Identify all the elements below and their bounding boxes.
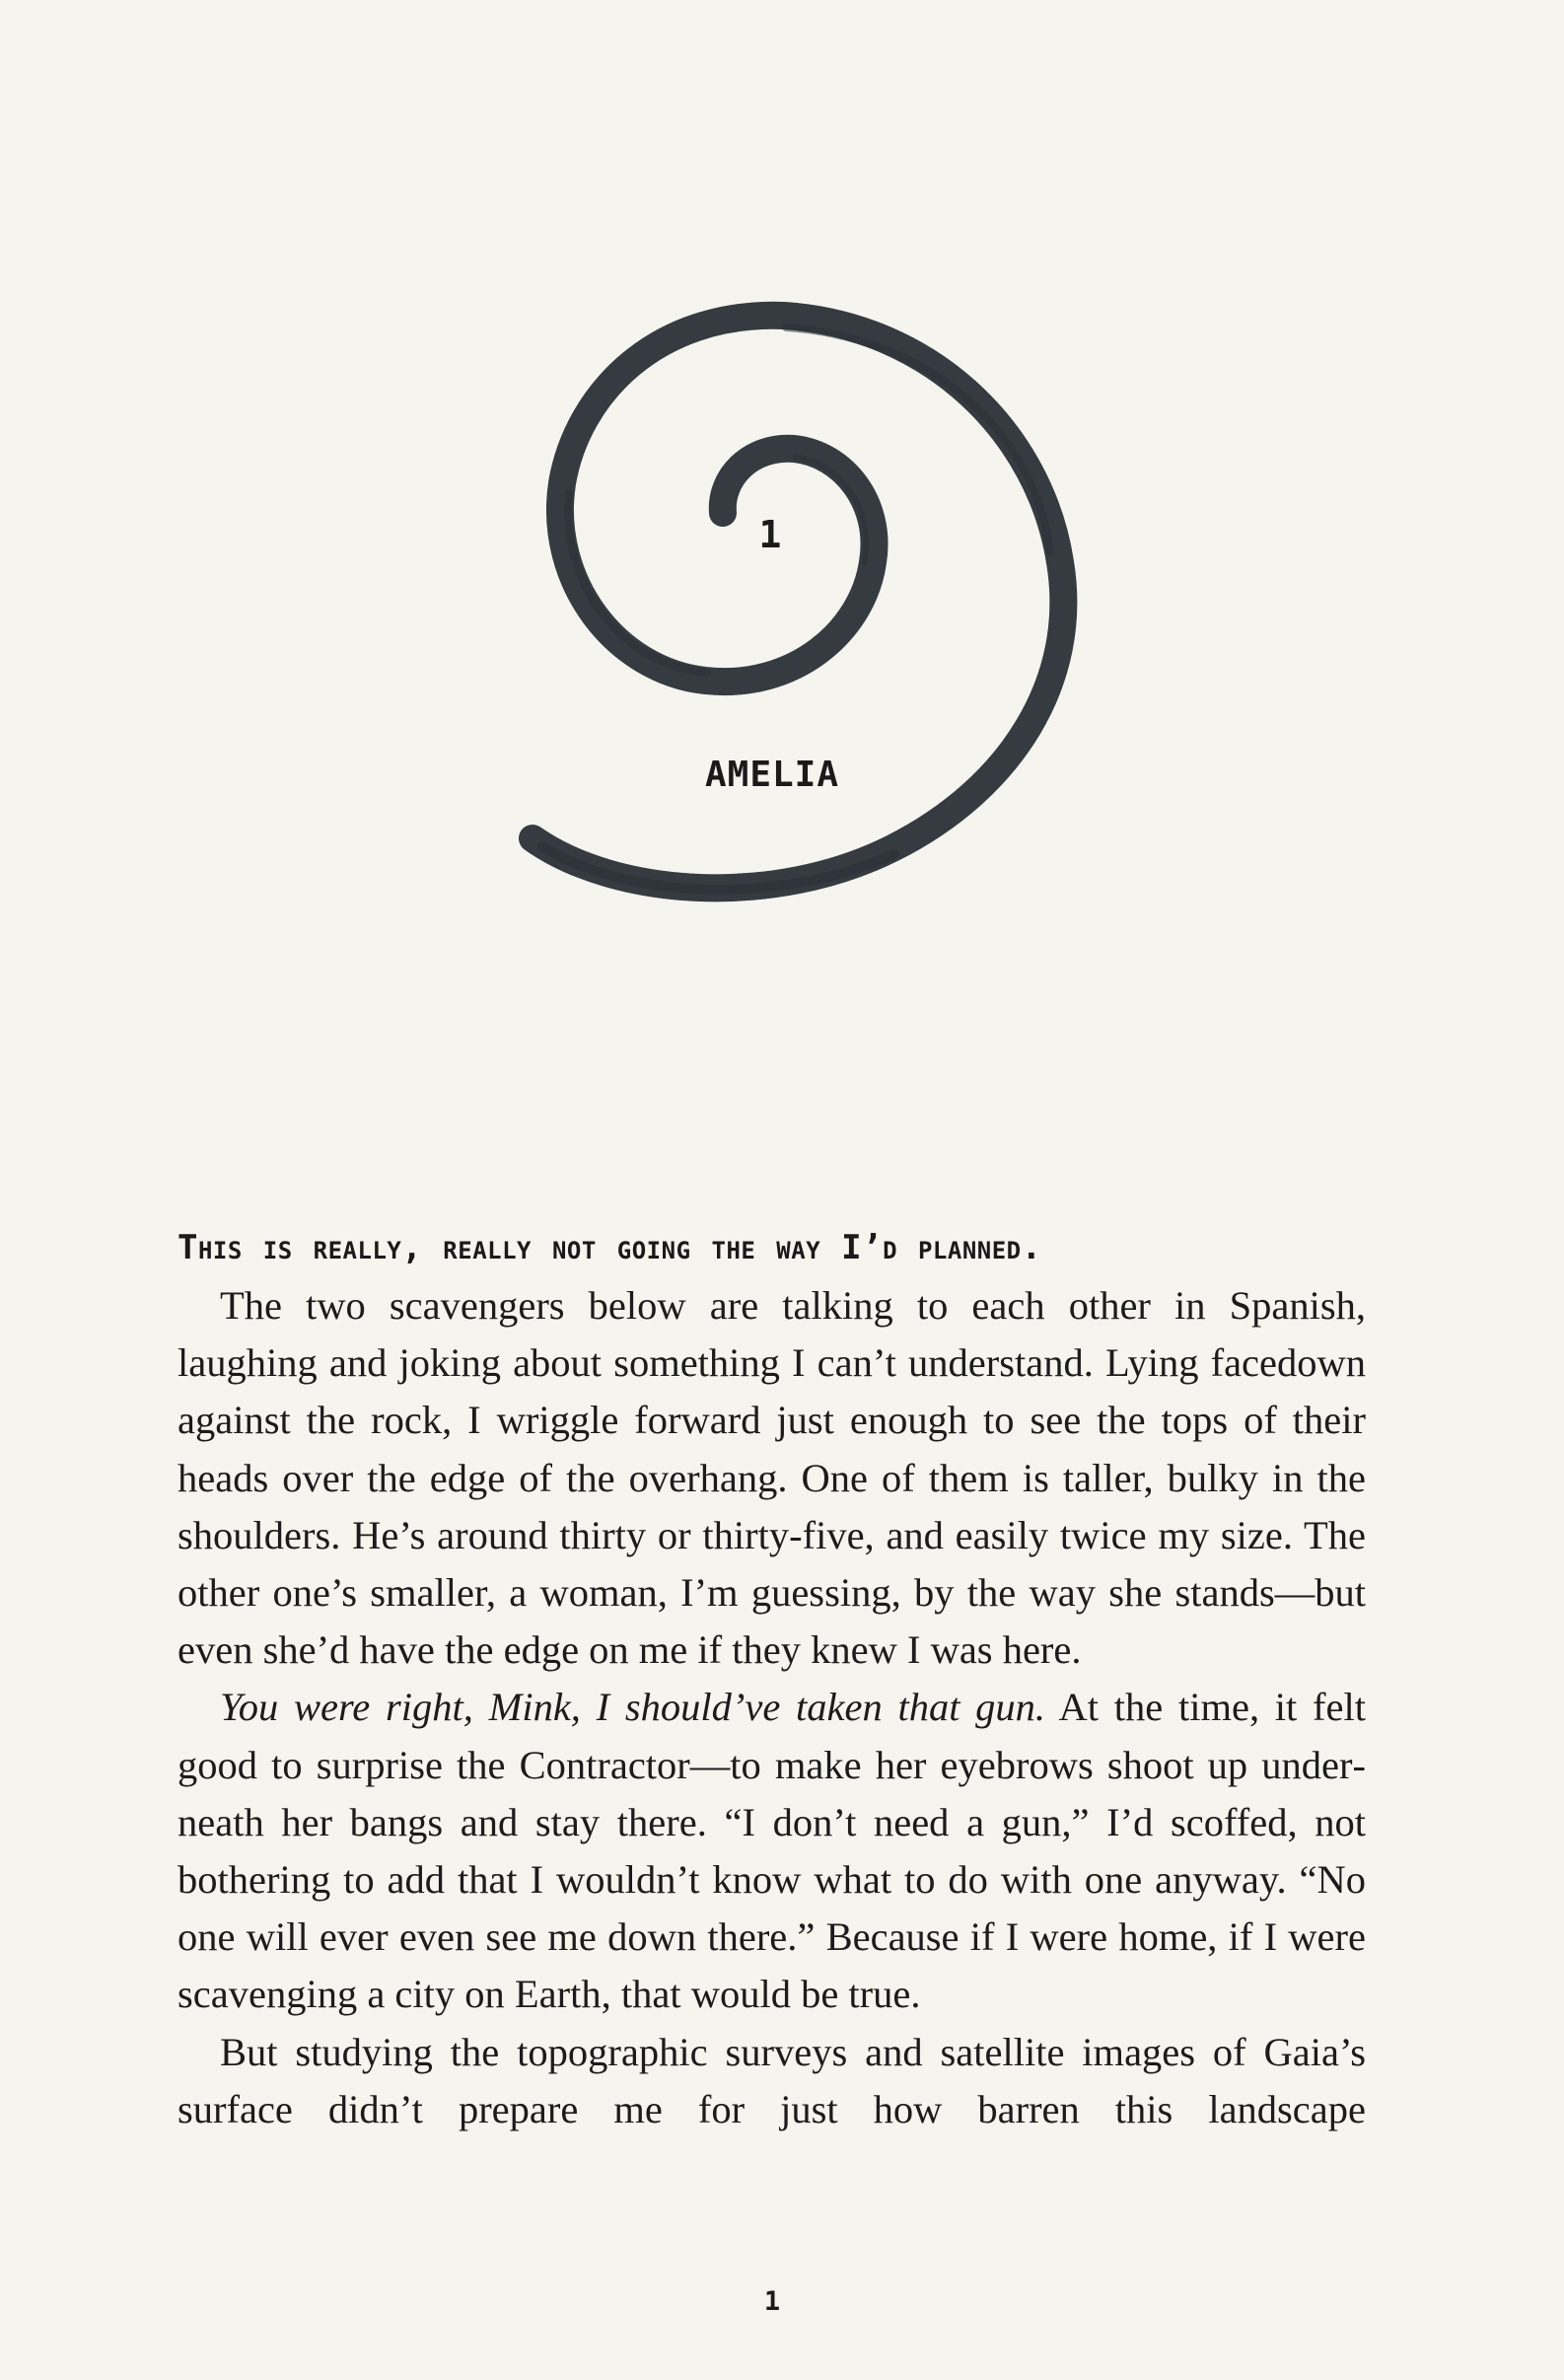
page-number: 1 [763, 2286, 781, 2317]
paragraph-2-italic: You were right, Mink, I should’ve taken that gun. [220, 1685, 1046, 1730]
spiral-brushstroke-icon [498, 266, 1119, 957]
chapter-title: AMELIA [704, 755, 840, 795]
chapter-text [178, 1218, 1366, 2138]
paragraph-3: But studying the topographic surveys and satellite images of Gaia’s surface didn’t prepare me for just how barren this landscape [178, 2029, 1366, 2131]
opening-line-text: This is really, really not going the way I’d planned. [178, 1228, 1042, 1267]
chapter-number: 1 [758, 513, 782, 556]
paragraph-2 [178, 1679, 1366, 2023]
paragraph-1: The two scavengers below are talking to each other in Spanish, laughing and joking about something I can’t understand. Lying facedown against the rock, I wriggle forward just enough to see the tops of their heads over the edge of the overhang. One of them is taller, bulky in the shoulders. He’s around thirty or thirty-five, and easily twice my size. The other one’s smaller, a woman, I’m guessing, by the way she stands—but even she’d have the edge on me if they knew I was here. [178, 1283, 1366, 1673]
paragraph-2-rest: At the time, it felt good to surprise the Contractor—to make her eyebrows shoot up underneath her bangs and stay there. “I don’t need a gun,” I’d scoffed, not bothering to add that I wouldn’t know what to do with one anyway. “No one will ever even see me down there.” Because if I were home, if I were scavenging a city on Earth, that would be true. [178, 1685, 1366, 2017]
chapter-emblem [498, 266, 1119, 957]
opening-line [178, 1218, 1366, 1277]
